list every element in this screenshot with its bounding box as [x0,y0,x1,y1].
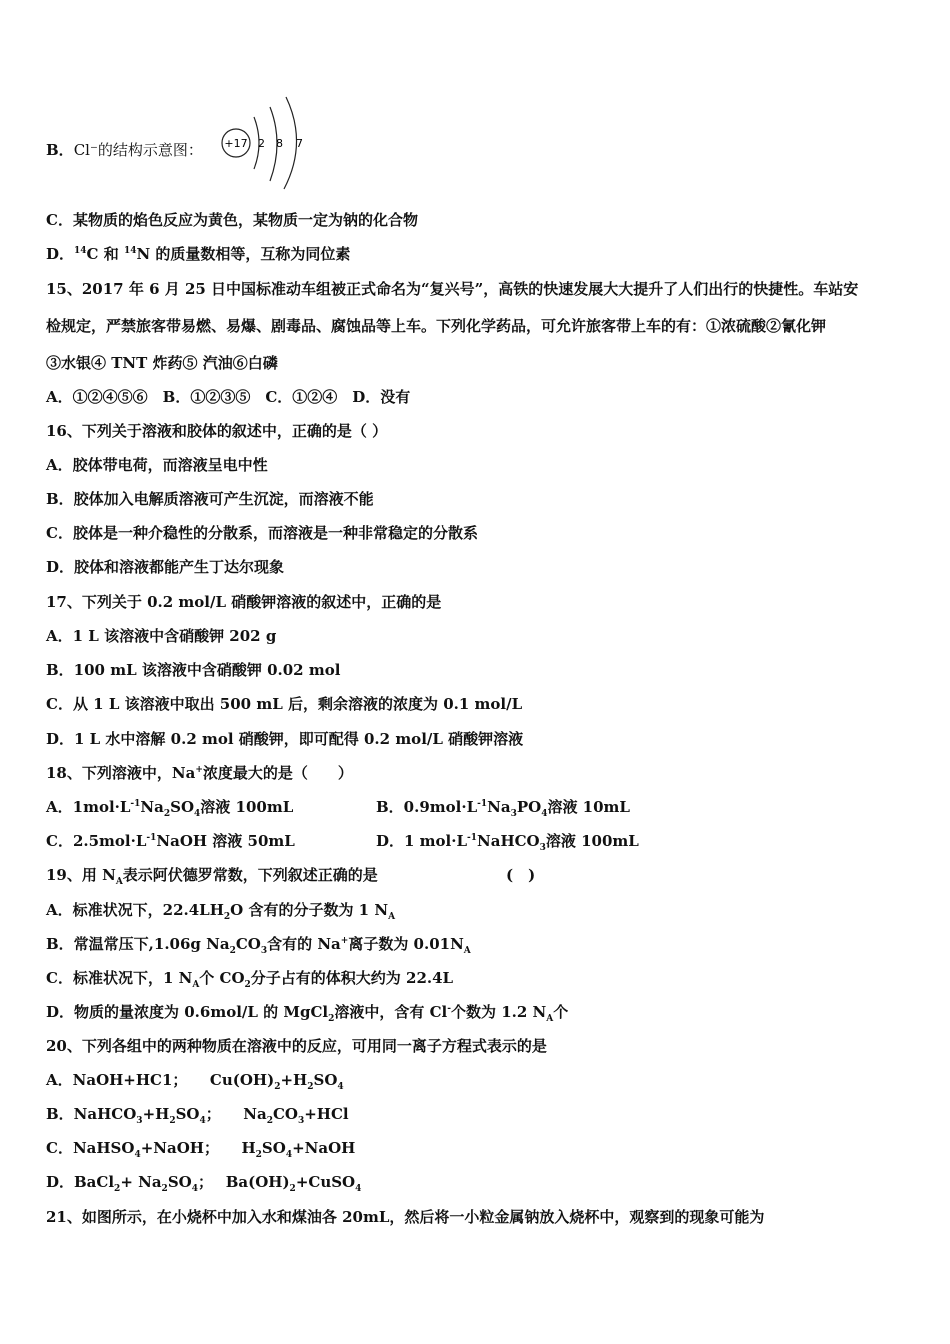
q18-stem [46,763,353,783]
q17-option-a: A．1 L 该溶液中含硝酸钾 202 g [46,627,277,645]
q18-stem-post: 浓度最大的是（ ） [202,764,353,782]
q18-option-c: C．$2.5mol\cdot L^{-1}NaOH$ 溶液 50mL [46,832,295,850]
q17-stem: 17、下列关于 0.2 mol/L 硝酸钾溶液的叙述中，正确的是 [46,593,442,611]
q16-option-b: B．胶体加入电解质溶液可产生沉淀，而溶液不能 [46,490,374,508]
q14-option-d [46,244,350,264]
q19-stem-sub: A [115,877,123,887]
q19-option-b: B．常温常压下,1.06g $Na_2CO_3$含有的 Na+离子数为 $0.01N_A$ [46,935,471,956]
q14-option-b [46,140,203,160]
shell-electrons-1: 2 [258,137,265,150]
q14-b-text: Cl⁻的结构示意图： [73,141,203,159]
q20-option-a: A．NaOH+HC1； $Cu(OH)_2+H_2SO_4$ [46,1071,344,1092]
q19-option-c: C．标准状况下，1 $N_A$个 $CO_2$分子占有的体积大约为 22.4L [46,969,454,990]
q18-options-row1 [46,797,906,817]
q15-stem-line3: ③水银④ TNT 炸药⑤ 汽油⑥白磷 [46,354,278,372]
q19-stem [46,865,906,885]
q18-options-row2 [46,831,906,851]
shell-electrons-3: 7 [296,137,303,150]
q15-stem-line2: 检规定，严禁旅客带易燃、易爆、剧毒品、腐蚀品等上车。下列化学药品，可允许旅客带上车的有：①浓硫酸②氰化钾 [46,317,827,335]
q14-option-c: C．某物质的焰色反应为黄色，某物质一定为钠的化合物 [46,211,418,229]
q20-option-b: B．$NaHCO_3+H_2SO_4$； $Na_2CO_3+HCl$ [46,1105,349,1126]
q18-option-a: A．$1mol\cdot L^{-1}Na_2SO_4$溶液 100mL [46,798,294,819]
q18-option-b: B．$0.9mol\cdot L^{-1}Na_3PO_4$溶液 10mL [376,798,630,819]
q17-option-b: B．100 mL 该溶液中含硝酸钾 0.02 mol [46,661,341,679]
q18-option-d: D．1 $mol\cdot L^{-1}NaHCO_3$溶液 100mL [376,832,639,853]
chloride-ion-structure-diagram [218,95,318,190]
q14-d-label: D． [46,245,75,263]
q19-option-a: A．标准状况下，$22.4LH_2O$ 含有的分子数为 1 $N_A$ [46,901,396,922]
q19-answer-paren: ( ) [506,866,536,884]
q19-stem-post: 表示阿伏德罗常数，下列叙述正确的是 [122,866,378,884]
q15-options: A．①②④⑤⑥ B．①②③⑤ C．①②④ D．没有 [46,388,411,406]
q20-stem: 20、下列各组中的两种物质在溶液中的反应，可用同一离子方程式表示的是 [46,1037,547,1055]
q16-option-c: C．胶体是一种介稳性的分散系，而溶液是一种非常稳定的分散系 [46,524,478,542]
q17-option-c: C．从 1 L 该溶液中取出 500 mL 后，剩余溶液的浓度为 0.1 mol/L [46,695,523,713]
q15-stem-line1: 15、2017 年 6 月 25 日中国标准动车组被正式命名为“复兴号”，高铁的快速发展大大提升了人们出行的快捷性。车站安 [46,280,859,298]
q16-stem: 16、下列关于溶液和胶体的叙述中，正确的是（ ） [46,422,388,440]
q16-option-a: A．胶体带电荷，而溶液呈电中性 [46,456,268,474]
q14-b-label: B． [46,141,74,159]
q20-option-c: C．NaHSO$_4$+NaOH； $H_2SO_4+NaOH$ [46,1139,356,1160]
n-mass-number: 14 [123,246,137,256]
q14-d-c: C 和 [86,245,124,263]
shell-arc-3 [284,97,297,189]
c-mass-number: 14 [74,246,87,256]
q17-option-d: D．1 L 水中溶解 0.2 mol 硝酸钾，即可配得 0.2 mol/L 硝酸钾溶液 [46,730,524,748]
q19-stem-pre: 19、用 N [46,866,116,884]
q16-option-d: D．胶体和溶液都能产生丁达尔现象 [46,558,285,576]
q21-stem: 21、如图所示，在小烧杯中加入水和煤油各 20mL，然后将一小粒金属钠放入烧杯中，观察到的现象可能为 [46,1208,765,1226]
shell-electrons-2: 8 [276,137,283,150]
q20-option-d: D．BaCl$_2$+ $Na_2SO_4$； $Ba(OH)_2+CuSO_4$ [46,1173,362,1194]
q19-option-d: D．物质的量浓度为 0.6mol/L 的 MgCl$_2$溶液中，含有 Cl-个数为 1.2 $N_A$个 [46,1003,569,1024]
q14-d-rest: N 的质量数相等，互称为同位素 [136,245,351,263]
q18-stem-pre: 18、下列溶液中，Na [46,764,196,782]
nucleus-charge: +17 [224,137,248,150]
q18-stem-sup: + [195,765,203,775]
